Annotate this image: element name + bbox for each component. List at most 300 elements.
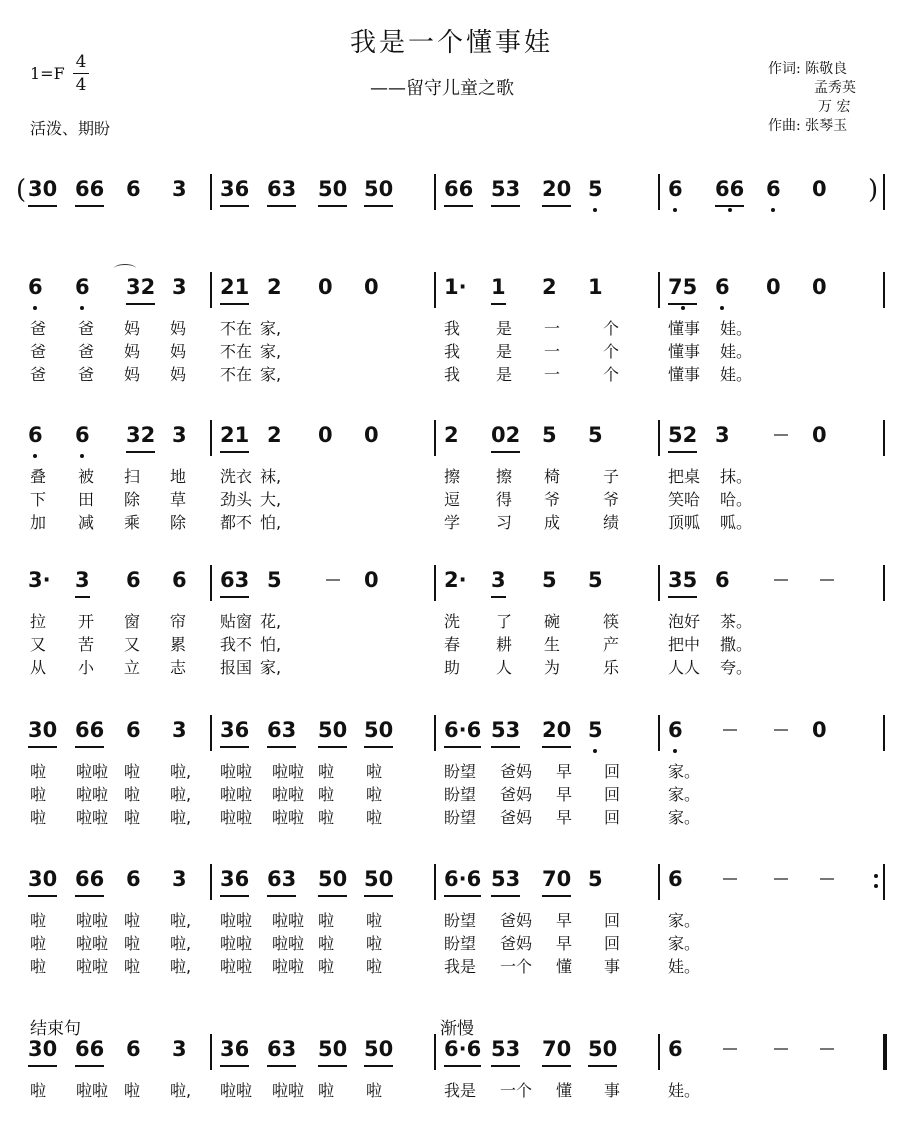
lyric-word: 妈 bbox=[170, 365, 187, 384]
lyric-word: 娃。 bbox=[720, 365, 753, 384]
credits bbox=[768, 60, 856, 136]
lyric-word: 产 bbox=[603, 635, 620, 654]
lyric-word: 爸 bbox=[78, 365, 95, 384]
note: 1 bbox=[588, 275, 603, 299]
hold-dash bbox=[820, 579, 834, 581]
lyric-word: 习 bbox=[496, 513, 513, 532]
lyric-word: 爸妈 bbox=[500, 808, 533, 827]
lyric-word: 人人 bbox=[668, 658, 701, 677]
lyric-word: 都不 bbox=[220, 513, 253, 532]
lyric-word: 家, bbox=[260, 319, 282, 338]
lyric-word: 啦 bbox=[30, 808, 47, 827]
final-barline bbox=[883, 1034, 887, 1070]
barline bbox=[883, 420, 885, 456]
lyric-word: 娃。 bbox=[720, 342, 753, 361]
lyric-line bbox=[0, 466, 903, 489]
lyric-word: 加 bbox=[30, 513, 47, 532]
lyric-word: 家。 bbox=[668, 808, 701, 827]
barline bbox=[658, 1034, 660, 1070]
note: 5 bbox=[588, 713, 603, 753]
note: 30 bbox=[28, 172, 57, 212]
lyric-word: 啦啦 bbox=[272, 957, 305, 976]
note: 70 bbox=[542, 862, 571, 902]
note: 6 bbox=[172, 568, 187, 592]
lyric-word: 是 bbox=[496, 342, 513, 361]
note: 63 bbox=[267, 713, 296, 753]
barline bbox=[210, 1034, 212, 1070]
low-octave-dot bbox=[673, 208, 677, 212]
note: 30 bbox=[28, 862, 57, 902]
low-octave-dot bbox=[80, 306, 84, 310]
lyric-word: 一个 bbox=[500, 957, 533, 976]
lyric-word: 不在 bbox=[220, 319, 253, 338]
low-octave-dot bbox=[80, 454, 84, 458]
low-octave-dot bbox=[771, 208, 775, 212]
lyric-word: 家。 bbox=[668, 934, 701, 953]
note: 0 bbox=[766, 275, 781, 299]
note: 6 bbox=[75, 270, 90, 310]
note: 21 bbox=[220, 270, 249, 310]
barline bbox=[883, 864, 885, 900]
lyric-word: 啦, bbox=[170, 911, 192, 930]
note-line bbox=[0, 713, 903, 753]
note: 36 bbox=[220, 172, 249, 212]
lyric-word: 家。 bbox=[668, 762, 701, 781]
note: 3 bbox=[172, 275, 187, 299]
lyric-word: 家, bbox=[260, 365, 282, 384]
note: 50 bbox=[318, 862, 347, 902]
note: 0 bbox=[812, 718, 827, 742]
lyric-word: 啦啦 bbox=[272, 934, 305, 953]
hold-dash bbox=[774, 579, 788, 581]
note: 5 bbox=[542, 423, 557, 447]
note-line bbox=[0, 862, 903, 902]
note: 3 bbox=[172, 1037, 187, 1061]
hold-dash bbox=[723, 729, 737, 731]
lyric-word: 个 bbox=[603, 319, 620, 338]
lyric-word: 拉 bbox=[30, 612, 47, 631]
lyric-word: 回 bbox=[604, 762, 621, 781]
note: 2· bbox=[444, 568, 467, 592]
hold-dash bbox=[326, 579, 340, 581]
note: 6 bbox=[126, 1037, 141, 1061]
lyric-word: 啦, bbox=[170, 957, 192, 976]
lyric-word: 懂事 bbox=[668, 365, 701, 384]
low-octave-dot bbox=[33, 454, 37, 458]
note: 0 bbox=[364, 568, 379, 592]
lyric-word: 洗 bbox=[444, 612, 461, 631]
low-octave-dot bbox=[681, 306, 685, 310]
barline bbox=[434, 864, 436, 900]
note: 66 bbox=[75, 862, 104, 902]
lyric-word: 妈 bbox=[124, 342, 141, 361]
score-row bbox=[0, 862, 903, 979]
lyric-word: 盼望 bbox=[444, 934, 477, 953]
hold-dash bbox=[723, 878, 737, 880]
hold-dash bbox=[723, 1048, 737, 1050]
barline bbox=[434, 1034, 436, 1070]
note: 66 bbox=[75, 713, 104, 753]
lyric-word: 大, bbox=[260, 490, 282, 509]
barline bbox=[658, 420, 660, 456]
barline bbox=[883, 272, 885, 308]
note: 66 bbox=[75, 1032, 104, 1072]
lyric-word: 娃。 bbox=[668, 957, 701, 976]
lyric-word: 啦 bbox=[366, 957, 383, 976]
barline bbox=[658, 174, 660, 210]
lyric-word: 个 bbox=[603, 365, 620, 384]
lyric-word: 爸 bbox=[78, 319, 95, 338]
note: 6 bbox=[126, 718, 141, 742]
lyric-word: 啦 bbox=[318, 911, 335, 930]
lyric-word: 呱。 bbox=[720, 513, 753, 532]
lyric-word: 窗 bbox=[124, 612, 141, 631]
lyric-word: 擦 bbox=[496, 467, 513, 486]
lyric-word: 啦 bbox=[366, 934, 383, 953]
note-line bbox=[0, 172, 903, 212]
low-octave-dot bbox=[673, 749, 677, 753]
note: 5 bbox=[267, 568, 282, 592]
note: 2 bbox=[267, 423, 282, 447]
lyric-word: 帘 bbox=[170, 612, 187, 631]
lyric-word: 娃。 bbox=[668, 1081, 701, 1100]
lyric-line bbox=[0, 634, 903, 657]
note: 6 bbox=[126, 568, 141, 592]
lyric-word: 妈 bbox=[124, 319, 141, 338]
lyric-word: 哈。 bbox=[720, 490, 753, 509]
lyric-word: 妈 bbox=[124, 365, 141, 384]
lyric-word: 盼望 bbox=[444, 808, 477, 827]
barline bbox=[658, 272, 660, 308]
song-title: 我是一个懂事娃 bbox=[349, 28, 553, 58]
lyric-word: 成 bbox=[544, 513, 561, 532]
lyric-word: 不在 bbox=[220, 365, 253, 384]
lyric-word: 啦 bbox=[366, 762, 383, 781]
score-row bbox=[0, 172, 903, 212]
note: 50 bbox=[318, 713, 347, 753]
lyric-word: 得 bbox=[496, 490, 513, 509]
lyric-word: 减 bbox=[78, 513, 95, 532]
composer-label: 作曲: bbox=[768, 118, 801, 134]
lyric-word: 啦 bbox=[366, 785, 383, 804]
lyric-word: 我是 bbox=[444, 1081, 477, 1100]
lyric-word: 啦 bbox=[30, 934, 47, 953]
lyric-word: 啦啦 bbox=[272, 785, 305, 804]
lyric-word: 为 bbox=[544, 658, 561, 677]
lyric-word: 家。 bbox=[668, 911, 701, 930]
lyric-word: 擦 bbox=[444, 467, 461, 486]
lyric-word: 早 bbox=[556, 808, 573, 827]
note: 30 bbox=[28, 713, 57, 753]
lyric-line bbox=[0, 657, 903, 680]
lyric-word: 啦啦 bbox=[76, 762, 109, 781]
lyric-word: 地 bbox=[170, 467, 187, 486]
time-top: 4 bbox=[75, 52, 87, 72]
score-row bbox=[0, 270, 903, 387]
lyric-word: 啦啦 bbox=[76, 911, 109, 930]
lyric-word: 啦 bbox=[30, 785, 47, 804]
lyric-line bbox=[0, 341, 903, 364]
barline bbox=[210, 715, 212, 751]
lyric-line bbox=[0, 807, 903, 830]
note: 6 bbox=[766, 172, 781, 212]
lyric-word: 娃。 bbox=[720, 319, 753, 338]
note: 0 bbox=[812, 177, 827, 201]
time-bottom: 4 bbox=[75, 75, 87, 95]
lyric-word: 爸 bbox=[30, 365, 47, 384]
lyric-line bbox=[0, 956, 903, 979]
lyric-word: 叠 bbox=[30, 467, 47, 486]
lyricist-2: 孟秀英 bbox=[814, 80, 856, 96]
lyric-word: 爸妈 bbox=[500, 785, 533, 804]
note: 50 bbox=[318, 1032, 347, 1072]
note: 63 bbox=[267, 862, 296, 902]
lyricist-label: 作词: bbox=[768, 61, 801, 77]
lyric-line bbox=[0, 489, 903, 512]
time-signature bbox=[73, 52, 89, 95]
lyric-word: 啦 bbox=[30, 1081, 47, 1100]
note: 50 bbox=[364, 862, 393, 902]
lyric-word: 是 bbox=[496, 365, 513, 384]
lyric-word: 撒。 bbox=[720, 635, 753, 654]
lyric-word: 啦, bbox=[170, 808, 192, 827]
note: 50 bbox=[588, 1032, 617, 1072]
lyric-word: 啦 bbox=[124, 911, 141, 930]
barline bbox=[210, 565, 212, 601]
note: 6·6 bbox=[444, 1032, 481, 1072]
lyric-word: 盼望 bbox=[444, 762, 477, 781]
note: 2 bbox=[267, 275, 282, 299]
lyric-word: 爸妈 bbox=[500, 934, 533, 953]
lyric-word: 啦, bbox=[170, 785, 192, 804]
lyric-word: 人 bbox=[496, 658, 513, 677]
note: 6·6 bbox=[444, 862, 481, 902]
lyric-word: 啦, bbox=[170, 934, 192, 953]
song-subtitle: ——留守儿童之歌 bbox=[370, 78, 514, 99]
lyric-word: 啦 bbox=[124, 785, 141, 804]
lyric-word: 啦啦 bbox=[220, 911, 253, 930]
lyric-word: 啦 bbox=[318, 785, 335, 804]
note: 21 bbox=[220, 418, 249, 458]
lyric-word: 啦啦 bbox=[76, 808, 109, 827]
score-row bbox=[0, 1032, 903, 1103]
low-octave-dot bbox=[728, 208, 732, 212]
note: 36 bbox=[220, 713, 249, 753]
note: 36 bbox=[220, 862, 249, 902]
lyric-word: 怕, bbox=[260, 513, 282, 532]
note: 75 bbox=[668, 270, 697, 310]
lyric-word: 夸。 bbox=[720, 658, 753, 677]
note: 63 bbox=[267, 1032, 296, 1072]
note: 3 bbox=[172, 177, 187, 201]
barline bbox=[434, 420, 436, 456]
lyric-word: 椅 bbox=[544, 467, 561, 486]
lyric-word: 我是 bbox=[444, 957, 477, 976]
note-line bbox=[0, 418, 903, 458]
lyric-line bbox=[0, 1080, 903, 1103]
note: 50 bbox=[364, 172, 393, 212]
lyric-word: 袜, bbox=[260, 467, 282, 486]
lyric-word: 报国 bbox=[220, 658, 253, 677]
lyric-word: 家, bbox=[260, 658, 282, 677]
note: 3 bbox=[172, 867, 187, 891]
lyric-word: 啦 bbox=[124, 1081, 141, 1100]
lyric-word: 啦啦 bbox=[76, 1081, 109, 1100]
score-row bbox=[0, 713, 903, 830]
lyric-word: 志 bbox=[170, 658, 187, 677]
lyric-word: 啦啦 bbox=[220, 934, 253, 953]
barline bbox=[658, 565, 660, 601]
lyric-word: 草 bbox=[170, 490, 187, 509]
lyric-word: 泡好 bbox=[668, 612, 701, 631]
lyric-word: 啦 bbox=[124, 808, 141, 827]
lyric-word: 盼望 bbox=[444, 911, 477, 930]
lyric-word: 回 bbox=[604, 808, 621, 827]
hold-dash bbox=[820, 878, 834, 880]
lyric-word: 耕 bbox=[496, 635, 513, 654]
lyric-word: 是 bbox=[496, 319, 513, 338]
lyric-word: 懂事 bbox=[668, 342, 701, 361]
lyric-word: 一 bbox=[544, 319, 561, 338]
lyric-line bbox=[0, 933, 903, 956]
note: 0 bbox=[318, 423, 333, 447]
note: 32 bbox=[126, 418, 155, 458]
lyric-word: 生 bbox=[544, 635, 561, 654]
barline bbox=[210, 864, 212, 900]
lyric-word: 啦 bbox=[124, 934, 141, 953]
barline bbox=[434, 565, 436, 601]
note: 53 bbox=[491, 172, 520, 212]
lyric-word: 助 bbox=[444, 658, 461, 677]
note: 6 bbox=[715, 270, 730, 310]
note: 6 bbox=[715, 568, 730, 592]
low-octave-dot bbox=[33, 306, 37, 310]
lyric-word: 早 bbox=[556, 762, 573, 781]
note: 0 bbox=[364, 423, 379, 447]
lyric-word: 回 bbox=[604, 934, 621, 953]
low-octave-dot bbox=[593, 208, 597, 212]
lyric-word: 乘 bbox=[124, 513, 141, 532]
lyric-word: 家, bbox=[260, 342, 282, 361]
note: 5 bbox=[588, 867, 603, 891]
barline bbox=[658, 864, 660, 900]
lyric-word: 啦 bbox=[318, 957, 335, 976]
lyric-word: 洗衣 bbox=[220, 467, 253, 486]
lyric-word: 爷 bbox=[544, 490, 561, 509]
lyric-word: 把桌 bbox=[668, 467, 701, 486]
barline bbox=[434, 174, 436, 210]
lyric-word: 我 bbox=[444, 342, 461, 361]
lyric-word: 啦啦 bbox=[272, 911, 305, 930]
lyric-word: 懂 bbox=[556, 957, 573, 976]
note: 6 bbox=[28, 418, 43, 458]
lyric-word: 小 bbox=[78, 658, 95, 677]
note: 3 bbox=[172, 423, 187, 447]
note: 63 bbox=[267, 172, 296, 212]
lyric-word: 啦 bbox=[124, 762, 141, 781]
tempo-marking: 活泼、期盼 bbox=[30, 119, 111, 138]
note: 50 bbox=[364, 1032, 393, 1072]
note: 2 bbox=[542, 275, 557, 299]
note: 53 bbox=[491, 1032, 520, 1072]
lyric-word: 个 bbox=[603, 342, 620, 361]
lyric-word: 劲头 bbox=[220, 490, 253, 509]
lyric-word: 碗 bbox=[544, 612, 561, 631]
hold-dash bbox=[774, 434, 788, 436]
lyric-word: 子 bbox=[603, 467, 620, 486]
note: 1· bbox=[444, 275, 467, 299]
slur bbox=[114, 264, 136, 273]
hold-dash bbox=[774, 729, 788, 731]
lyric-word: 啦啦 bbox=[220, 762, 253, 781]
lyric-word: 啦 bbox=[318, 1081, 335, 1100]
lyric-word: 不在 bbox=[220, 342, 253, 361]
lyric-word: 啦 bbox=[30, 957, 47, 976]
lyric-line bbox=[0, 761, 903, 784]
lyric-word: 从 bbox=[30, 658, 47, 677]
lyric-word: 爸 bbox=[30, 342, 47, 361]
hold-dash bbox=[774, 1048, 788, 1050]
lyric-word: 累 bbox=[170, 635, 187, 654]
lyric-line bbox=[0, 910, 903, 933]
low-octave-dot bbox=[720, 306, 724, 310]
score-row bbox=[0, 418, 903, 535]
note: 53 bbox=[491, 862, 520, 902]
lyric-word: 妈 bbox=[170, 342, 187, 361]
note: 02 bbox=[491, 418, 520, 458]
lyric-word: 早 bbox=[556, 934, 573, 953]
lyric-word: 怕, bbox=[260, 635, 282, 654]
lyric-word: 啦 bbox=[318, 934, 335, 953]
note: 20 bbox=[542, 713, 571, 753]
note: 6 bbox=[126, 177, 141, 201]
note: 66 bbox=[715, 172, 744, 212]
note: 3 bbox=[172, 718, 187, 742]
lyric-word: 苦 bbox=[78, 635, 95, 654]
lyric-word: 事 bbox=[604, 957, 621, 976]
note: 0 bbox=[364, 275, 379, 299]
note: 3 bbox=[75, 563, 90, 603]
barline bbox=[883, 715, 885, 751]
lyric-word: 啦啦 bbox=[220, 808, 253, 827]
lyric-word: 盼望 bbox=[444, 785, 477, 804]
lyric-word: 春 bbox=[444, 635, 461, 654]
note: 6 bbox=[668, 867, 683, 891]
intro-close-paren: ) bbox=[868, 175, 879, 205]
lyric-word: 乐 bbox=[603, 658, 620, 677]
note: 5 bbox=[588, 172, 603, 212]
lyric-word: 一 bbox=[544, 365, 561, 384]
note: 5 bbox=[588, 568, 603, 592]
lyric-word: 啦啦 bbox=[220, 1081, 253, 1100]
note: 5 bbox=[588, 423, 603, 447]
score-row bbox=[0, 563, 903, 680]
note: 50 bbox=[318, 172, 347, 212]
lyric-word: 啦 bbox=[30, 911, 47, 930]
lyric-word: 筷 bbox=[603, 612, 620, 631]
lyric-word: 花, bbox=[260, 612, 282, 631]
lyric-word: 除 bbox=[124, 490, 141, 509]
lyricist-3: 万 宏 bbox=[818, 99, 851, 115]
note: 50 bbox=[364, 713, 393, 753]
note: 32 bbox=[126, 270, 155, 310]
note: 66 bbox=[444, 172, 473, 212]
note: 0 bbox=[812, 423, 827, 447]
note: 53 bbox=[491, 713, 520, 753]
ending-label: 结束句 bbox=[30, 1019, 81, 1039]
lyric-word: 爸妈 bbox=[500, 762, 533, 781]
barline bbox=[658, 715, 660, 751]
